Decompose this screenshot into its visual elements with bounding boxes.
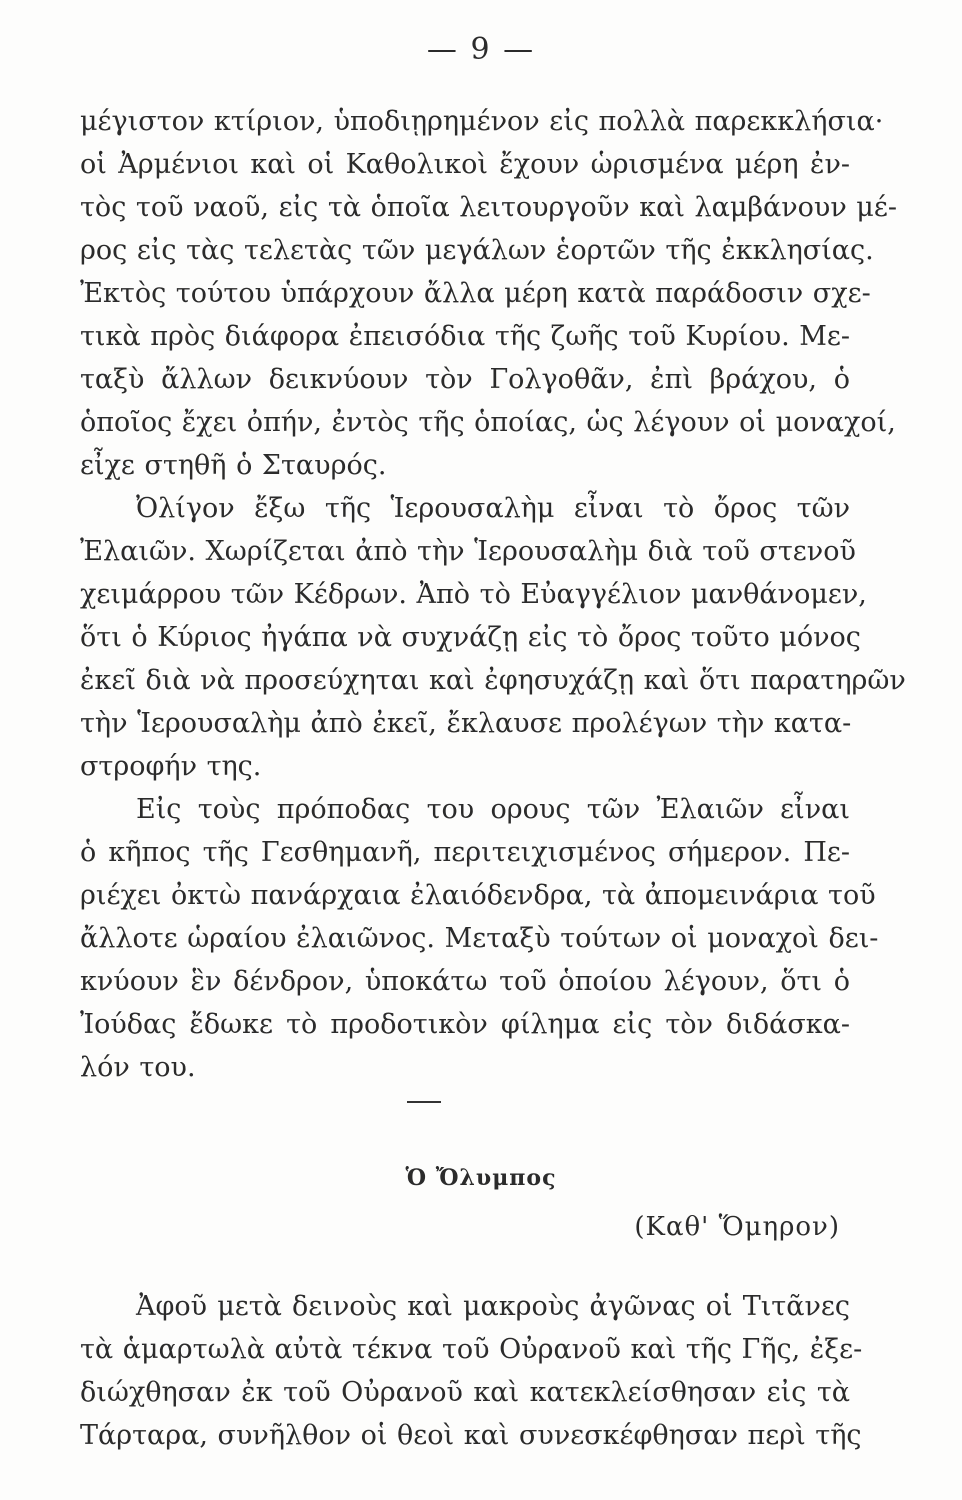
text-line: ὁ κῆπος τῆς Γεσθημανῆ, περιτειχισμένος σήμερον. Πε- (80, 837, 850, 868)
text-line: Ἐλαιῶν. Χωρίζεται ἀπὸ τὴν Ἱερουσαλὴμ διὰ τοῦ στενοῦ (80, 536, 856, 567)
text-line: οἱ Ἀρμένιοι καὶ οἱ Καθολικοὶ ἔχουν ὡρισμένα μέρη ἐν- (80, 149, 850, 180)
page-number: — 9 — (426, 32, 536, 67)
text-line: Ὀλίγον ἔξω τῆς Ἱερουσαλὴμ εἶναι τὸ ὄρος τῶν (136, 493, 850, 524)
text-line: Εἰς τοὺς πρόποδας του ορους τῶν Ἐλαιῶν εἶναι (136, 794, 850, 825)
text-line: Ἀφοῦ μετὰ δεινοὺς καὶ μακροὺς ἀγῶνας οἱ Τιτᾶνες (136, 1291, 850, 1322)
text-line: λόν του. (80, 1052, 196, 1083)
section-subtitle: (Καθ' Ὅμηρον) (634, 1212, 840, 1242)
text-line: Ἰούδας ἔδωκε τὸ προδοτικὸν φίλημα εἰς τὸν διδάσκα- (80, 1009, 850, 1040)
text-line: Τάρταρα, συνῆλθον οἱ θεοὶ καὶ συνεσκέφθησαν περὶ τῆς (80, 1420, 862, 1451)
text-line: ὅτι ὁ Κύριος ἠγάπα νὰ συχνάζῃ εἰς τὸ ὄρος τοῦτο μόνος (80, 622, 861, 653)
text-line: τὸς τοῦ ναοῦ, εἰς τὰ ὁποῖα λειτουργοῦν καὶ λαμβάνουν μέ- (80, 192, 897, 223)
text-line: τὴν Ἱερουσαλὴμ ἀπὸ ἐκεῖ, ἔκλαυσε προλέγων τὴν κατα- (80, 708, 852, 739)
text-line: ρος εἰς τὰς τελετὰς τῶν μεγάλων ἑορτῶν τῆς ἐκκλησίας. (80, 235, 874, 266)
text-line: εἶχε στηθῆ ὁ Σταυρός. (80, 450, 387, 481)
text-line: ἄλλοτε ὡραίου ἐλαιῶνος. Μεταξὺ τούτων οἱ μοναχοὶ δει- (80, 923, 879, 954)
section-title: Ὁ Ὄλυμπος (405, 1165, 557, 1191)
text-line: τικὰ πρὸς διάφορα ἐπεισόδια τῆς ζωῆς τοῦ Κυρίου. Με- (80, 321, 851, 352)
text-line: τὰ ἁμαρτωλὰ αὐτὰ τέκνα τοῦ Οὐρανοῦ καὶ τῆς Γῆς, ἐξε- (80, 1334, 863, 1365)
text-line: μέγιστον κτίριον, ὑποδιῃρημένον εἰς πολλὰ παρεκκλήσια· (80, 106, 884, 137)
text-line: διώχθησαν ἐκ τοῦ Οὐρανοῦ καὶ κατεκλείσθησαν εἰς τὰ (80, 1377, 850, 1408)
section-separator (407, 1101, 441, 1103)
text-line: κνύουν ἓν δένδρον, ὑποκάτω τοῦ ὁποίου λέγουν, ὅτι ὁ (80, 966, 850, 997)
text-line: ταξὺ ἄλλων δεικνύουν τὸν Γολγοθᾶν, ἐπὶ βράχου, ὁ (80, 364, 850, 395)
text-line: ὁποῖος ἔχει ὀπήν, ἐντὸς τῆς ὁποίας, ὡς λέγουν οἱ μοναχοί, (80, 407, 896, 438)
text-line: Ἐκτὸς τούτου ὑπάρχουν ἄλλα μέρη κατὰ παράδοσιν σχε- (80, 278, 871, 309)
text-line: ἐκεῖ διὰ νὰ προσεύχηται καὶ ἐφησυχάζῃ καὶ ὅτι παρατηρῶν (80, 665, 906, 696)
text-line: ριέχει ὀκτὼ πανάρχαια ἐλαιόδενδρα, τὰ ἀπομεινάρια τοῦ (80, 880, 876, 911)
text-line: στροφήν της. (80, 751, 262, 782)
text-line: χειμάρρου τῶν Κέδρων. Ἀπὸ τὸ Εὐαγγέλιον μανθάνομεν, (80, 579, 867, 610)
